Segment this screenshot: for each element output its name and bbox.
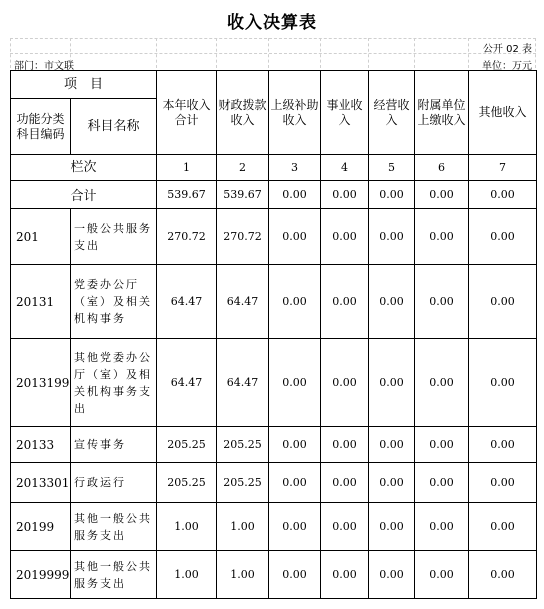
func-code-cell: 20131: [11, 265, 71, 339]
value-cell: 0.00: [469, 209, 537, 265]
value-cell: 1.00: [217, 503, 269, 551]
value-cell: 0.00: [321, 551, 369, 599]
subject-name-cell: 其他一般公共服务支出: [71, 551, 157, 599]
table-row: [11, 209, 537, 265]
column-header: 财政拨款收入: [217, 71, 269, 155]
value-cell: 0.00: [415, 339, 469, 427]
value-cell: 205.25: [157, 427, 217, 463]
table-row: [11, 265, 537, 339]
value-cell: 0.00: [369, 209, 415, 265]
column-header: 附属单位上缴收入: [415, 71, 469, 155]
value-cell: 0.00: [369, 427, 415, 463]
value-cell: 0.00: [415, 427, 469, 463]
subject-name-cell: 一般公共服务支出: [71, 209, 157, 265]
income-table: [10, 70, 537, 599]
value-cell: 0.00: [269, 209, 321, 265]
value-cell: 0.00: [469, 265, 537, 339]
value-cell: 0.00: [369, 551, 415, 599]
value-cell: 0.00: [321, 265, 369, 339]
total-value: 539.67: [217, 181, 269, 209]
column-header: 事业收入: [321, 71, 369, 155]
func-code-cell: 2013199: [11, 339, 71, 427]
value-cell: 0.00: [269, 427, 321, 463]
subject-name-cell: 其他一般公共服务支出: [71, 503, 157, 551]
column-number: 2: [217, 155, 269, 181]
table-row: [11, 427, 537, 463]
value-cell: 0.00: [469, 463, 537, 503]
column-number: 1: [157, 155, 217, 181]
value-cell: 270.72: [217, 209, 269, 265]
column-header: 本年收入合计: [157, 71, 217, 155]
total-value: 0.00: [269, 181, 321, 209]
column-header: 其他收入: [469, 71, 537, 155]
func-code-cell: 201: [11, 209, 71, 265]
value-cell: 1.00: [157, 551, 217, 599]
value-cell: 1.00: [217, 551, 269, 599]
func-code-cell: 20199: [11, 503, 71, 551]
value-cell: 0.00: [321, 463, 369, 503]
value-cell: 270.72: [157, 209, 217, 265]
total-value: 539.67: [157, 181, 217, 209]
table-row: [11, 503, 537, 551]
total-label: 合计: [11, 181, 157, 209]
value-cell: 0.00: [269, 339, 321, 427]
value-cell: 0.00: [469, 551, 537, 599]
value-cell: 0.00: [369, 463, 415, 503]
table-title: 收入决算表: [227, 13, 317, 33]
unit-label: 单位：万元: [482, 61, 532, 72]
value-cell: 0.00: [321, 427, 369, 463]
value-cell: 0.00: [469, 427, 537, 463]
value-cell: 0.00: [369, 503, 415, 551]
func-code-cell: 20133: [11, 427, 71, 463]
value-cell: 0.00: [269, 463, 321, 503]
column-number: 6: [415, 155, 469, 181]
value-cell: 64.47: [157, 265, 217, 339]
value-cell: 0.00: [269, 265, 321, 339]
value-cell: 0.00: [415, 551, 469, 599]
func-code-cell: 2013301: [11, 463, 71, 503]
subject-name-cell: 党委办公厅（室）及相关机构事务: [71, 265, 157, 339]
total-value: 0.00: [369, 181, 415, 209]
column-number: 5: [369, 155, 415, 181]
value-cell: 0.00: [269, 503, 321, 551]
subject-name-cell: 其他党委办公厅（室）及相关机构事务支出: [71, 339, 157, 427]
table-row: [11, 463, 537, 503]
value-cell: 0.00: [469, 503, 537, 551]
item-header: 项 目: [11, 71, 157, 99]
value-cell: 0.00: [369, 265, 415, 339]
total-value: 0.00: [321, 181, 369, 209]
value-cell: 0.00: [269, 551, 321, 599]
form-code: 公开 02 表: [482, 44, 532, 55]
value-cell: 0.00: [321, 503, 369, 551]
column-number: 4: [321, 155, 369, 181]
value-cell: 1.00: [157, 503, 217, 551]
func-code-header: 功能分类科目编码: [11, 99, 71, 155]
total-row: [11, 181, 537, 209]
value-cell: 205.25: [217, 427, 269, 463]
table-row: [11, 339, 537, 427]
column-number: 3: [269, 155, 321, 181]
department-label: 部门：市文联: [14, 61, 74, 72]
background-grid: [10, 38, 536, 68]
value-cell: 64.47: [217, 265, 269, 339]
func-code-cell: 2019999: [11, 551, 71, 599]
column-number: 7: [469, 155, 537, 181]
value-cell: 0.00: [415, 503, 469, 551]
table-row: [11, 551, 537, 599]
value-cell: 64.47: [157, 339, 217, 427]
subject-name-cell: 宣传事务: [71, 427, 157, 463]
value-cell: 0.00: [321, 339, 369, 427]
value-cell: 0.00: [469, 339, 537, 427]
value-cell: 0.00: [415, 265, 469, 339]
column-header: 经营收入: [369, 71, 415, 155]
subject-name-header: 科目名称: [71, 99, 157, 155]
value-cell: 205.25: [217, 463, 269, 503]
row-label-header: 栏次: [11, 155, 157, 181]
column-header: 上级补助收入: [269, 71, 321, 155]
value-cell: 205.25: [157, 463, 217, 503]
value-cell: 0.00: [415, 463, 469, 503]
value-cell: 0.00: [369, 339, 415, 427]
value-cell: 0.00: [321, 209, 369, 265]
total-value: 0.00: [469, 181, 537, 209]
value-cell: 0.00: [415, 209, 469, 265]
value-cell: 64.47: [217, 339, 269, 427]
total-value: 0.00: [415, 181, 469, 209]
subject-name-cell: 行政运行: [71, 463, 157, 503]
